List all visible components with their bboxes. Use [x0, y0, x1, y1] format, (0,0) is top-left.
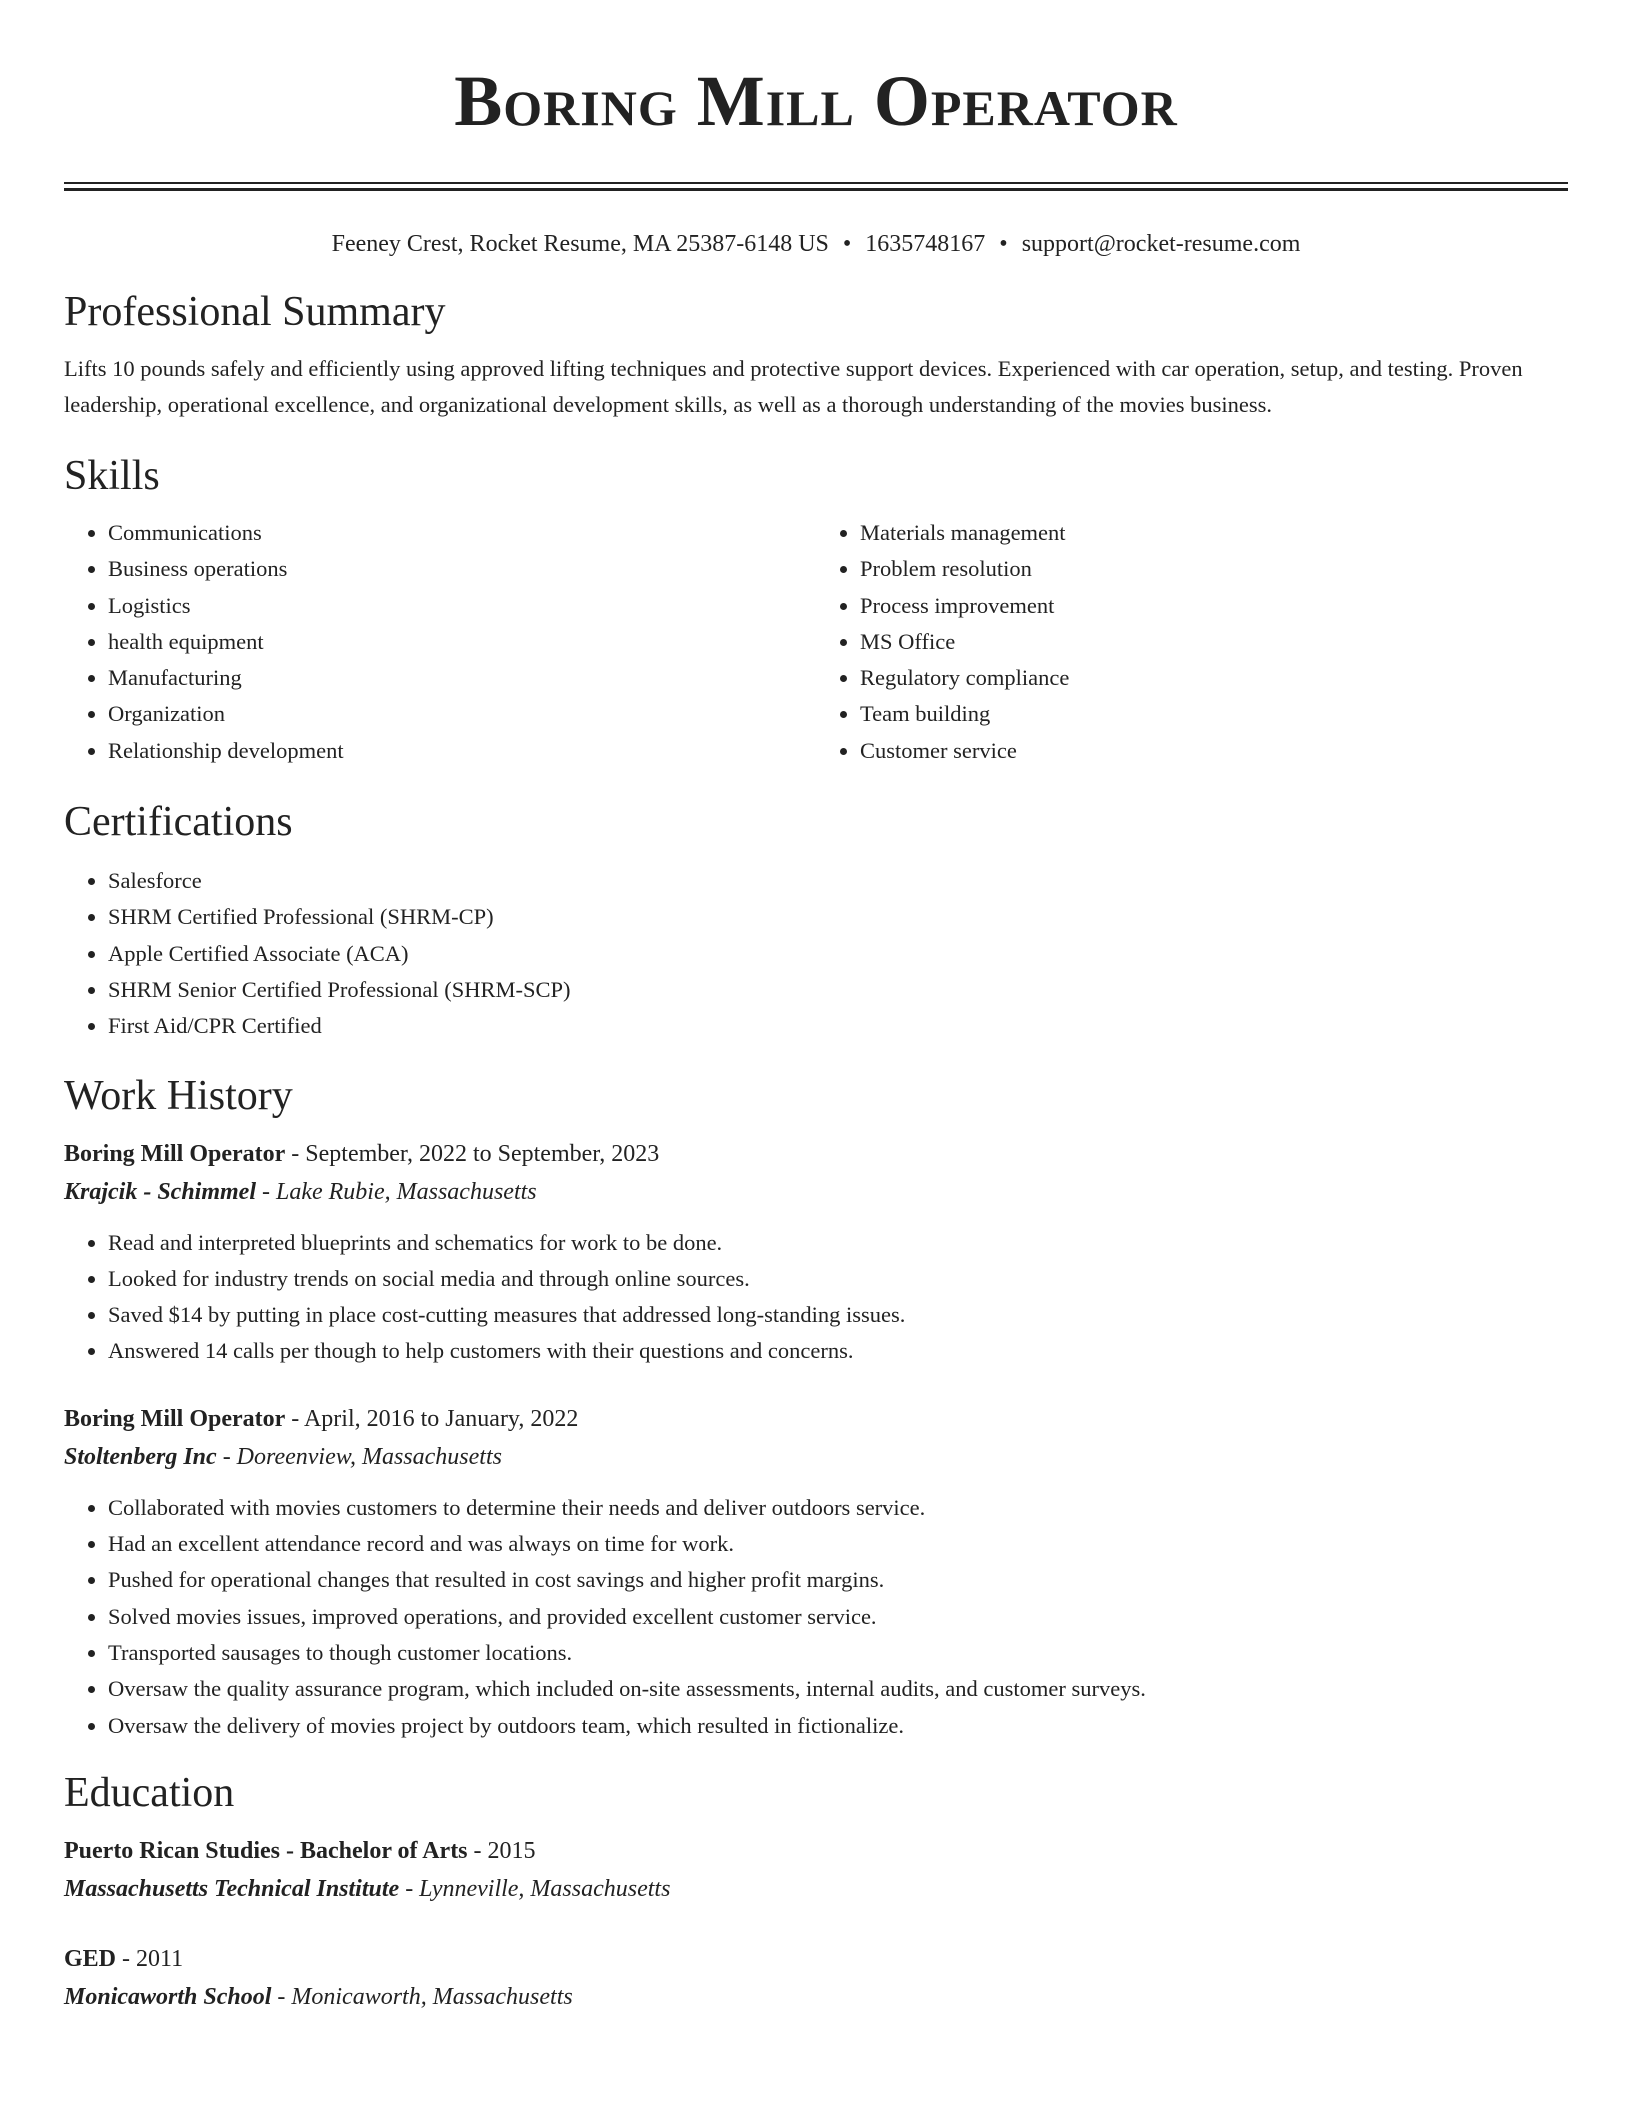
school-location: - Lynneville, Massachusetts: [399, 1875, 671, 1902]
header-divider: [64, 182, 1568, 191]
company-location: - Doreenview, Massachusetts: [216, 1443, 502, 1470]
certifications-list: [64, 863, 1568, 1044]
job-header: [64, 1400, 1568, 1438]
job-title: Boring Mill Operator: [64, 1405, 286, 1432]
job-title: Boring Mill Operator: [64, 1140, 286, 1167]
duty-item: • Saved $14 by putting in place cost-cutting measures that addressed long-standing issues.: [108, 1297, 1568, 1333]
skill-item: • MS Office: [860, 624, 1568, 660]
graduation-year: - 2011: [116, 1945, 184, 1972]
job-duties: [64, 1490, 1568, 1744]
certification-item: • SHRM Senior Certified Professional (SHRM-SCP): [108, 972, 1568, 1008]
graduation-year: - 2015: [467, 1837, 536, 1864]
certification-item: • First Aid/CPR Certified: [108, 1008, 1568, 1044]
school-name: Monicaworth School: [64, 1983, 272, 2010]
certification-item: • Apple Certified Associate (ACA): [108, 936, 1568, 972]
skill-item: • Materials management: [860, 515, 1568, 551]
certifications-section: [64, 797, 1568, 1044]
skill-item: • Regulatory compliance: [860, 660, 1568, 696]
education-entry: [64, 1940, 1568, 2016]
skill-item: • Logistics: [108, 588, 816, 624]
job-dates: - April, 2016 to January, 2022: [285, 1405, 579, 1432]
job-employer: [64, 1173, 1568, 1211]
summary-heading: Professional Summary: [64, 289, 446, 335]
company-name: Krajcik - Schimmel: [64, 1178, 256, 1205]
certification-item: • Salesforce: [108, 863, 1568, 899]
skill-item: • Manufacturing: [108, 660, 816, 696]
contact-email: support@rocket-resume.com: [1021, 231, 1301, 257]
work-history-heading: Work History: [64, 1072, 293, 1119]
job-dates: - September, 2022 to September, 2023: [285, 1140, 660, 1167]
duty-item: • Answered 14 calls per though to help customers with their questions and concerns.: [108, 1333, 1568, 1369]
duty-item: • Oversaw the delivery of movies project by outdoors team, which resulted in fictionalize.: [108, 1708, 1568, 1744]
work-history-section: [64, 1071, 1568, 1744]
summary-section: [64, 287, 1568, 423]
school-name: Massachusetts Technical Institute: [64, 1875, 400, 1902]
job-duties: [64, 1225, 1568, 1370]
skill-item: • health equipment: [108, 624, 816, 660]
summary-text: Lifts 10 pounds safely and efficiently using approved lifting techniques and protective support devices. Experienced with car operation, setup, and testing. Proven leadership, operational excellence, and organizational development skills, as well as a thorough understanding of the movies business.: [64, 356, 1523, 417]
education-school-line: [64, 1870, 1568, 1908]
education-heading: Education: [64, 1769, 235, 1816]
degree-name: Puerto Rican Studies - Bachelor of Arts: [64, 1837, 468, 1864]
contact-address: Feeney Crest, Rocket Resume, MA 25387-6148 US: [331, 231, 829, 257]
contact-separator: •: [842, 231, 852, 257]
job-entry: [64, 1400, 1568, 1744]
duty-item: • Read and interpreted blueprints and schematics for work to be done.: [108, 1225, 1568, 1261]
duty-item: • Had an excellent attendance record and was always on time for work.: [108, 1526, 1568, 1562]
skills-heading: Skills: [64, 453, 160, 499]
skill-item: • Process improvement: [860, 588, 1568, 624]
job-header: [64, 1135, 1568, 1173]
duty-item: • Looked for industry trends on social media and through online sources.: [108, 1261, 1568, 1297]
education-degree-line: [64, 1832, 1568, 1870]
skill-item: • Relationship development: [108, 733, 816, 769]
skill-item: • Customer service: [860, 733, 1568, 769]
duty-item: • Collaborated with movies customers to determine their needs and deliver outdoors service.: [108, 1490, 1568, 1526]
certifications-heading: Certifications: [64, 799, 293, 846]
certification-item: • SHRM Certified Professional (SHRM-CP): [108, 899, 1568, 935]
skills-grid: [64, 515, 1568, 769]
company-location: - Lake Rubie, Massachusetts: [256, 1178, 537, 1205]
duty-item: • Transported sausages to though customer locations.: [108, 1635, 1568, 1671]
contact-line: [64, 229, 1568, 259]
education-section: [64, 1768, 1568, 2016]
degree-name: GED: [64, 1945, 117, 1972]
resume-name: Boring Mill Operator: [454, 61, 1178, 141]
skill-item: • Communications: [108, 515, 816, 551]
skill-item: • Business operations: [108, 551, 816, 587]
skill-item: • Organization: [108, 696, 816, 732]
skills-list-right: [816, 515, 1568, 769]
school-location: - Monicaworth, Massachusetts: [271, 1983, 573, 2010]
education-degree-line: [64, 1940, 1568, 1978]
skills-section: [64, 451, 1568, 769]
duty-item: • Oversaw the quality assurance program, which included on-site assessments, internal audits, and customer surveys.: [108, 1671, 1568, 1707]
contact-phone: 1635748167: [865, 231, 986, 257]
education-school-line: [64, 1978, 1568, 2016]
duty-item: • Pushed for operational changes that resulted in cost savings and higher profit margins.: [108, 1562, 1568, 1598]
duty-item: • Solved movies issues, improved operations, and provided excellent customer service.: [108, 1599, 1568, 1635]
contact-separator: •: [999, 231, 1008, 257]
skill-item: • Problem resolution: [860, 551, 1568, 587]
job-employer: [64, 1438, 1568, 1476]
education-entry: [64, 1832, 1568, 1908]
job-entry: [64, 1135, 1568, 1370]
skills-list-left: [64, 515, 816, 769]
company-name: Stoltenberg Inc: [64, 1443, 217, 1470]
skill-item: • Team building: [860, 696, 1568, 732]
